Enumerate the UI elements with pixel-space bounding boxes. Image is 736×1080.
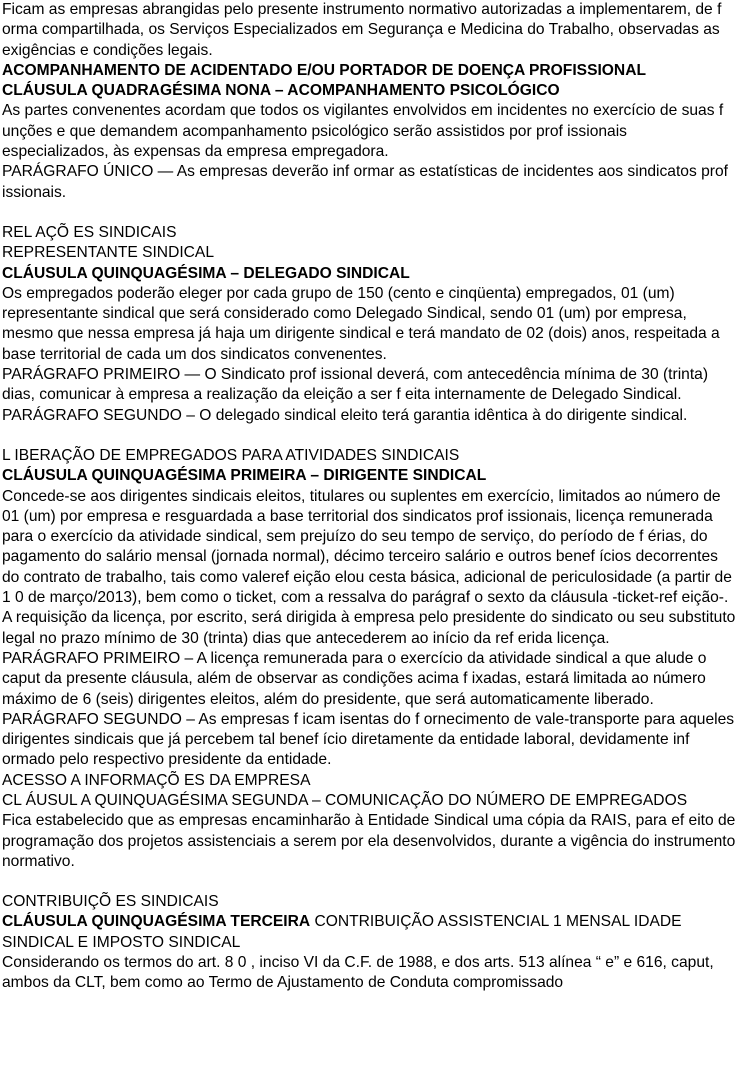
clause-49-body: As partes convenentes acordam que todos os vigilantes envolvidos em incidentes no exercício de suas f unções e que demandem acompanhamento psicológico serão assistidos por prof issionais especializados, às expensas da empresa empregadora. xyxy=(2,102,724,161)
clause-52-body: Fica estabelecido que as empresas encaminharão à Entidade Sindical uma cópia da RAIS, para ef eito de programação dos projetos assistenciais a serem por ela desenvolvidos, durante a vigência do instrumento normativo. xyxy=(2,812,736,870)
section-title-acesso-informacoes: ACESSO A INFORMAÇÕ ES DA EMPRESA xyxy=(2,771,311,789)
intro-paragraph: Ficam as empresas abrangidas pelo presente instrumento normativo autorizadas a implementarem, de f orma compartilhada, os Serviços Especializados em Segurança e Medicina do Trabalho, observadas as exigências e condições legais. xyxy=(2,1,722,59)
spacer xyxy=(2,872,736,892)
section-title-liberacao: L IBERAÇÃO DE EMPREGADOS PARA ATIVIDADES SINDICAIS xyxy=(2,446,460,464)
clause-49-paragrafo-unico: PARÁGRAFO ÚNICO — As empresas deverão inf ormar as estatísticas de incidentes aos sindicatos prof issionais. xyxy=(2,163,728,201)
clause-49-title: CLÁUSULA QUADRAGÉSIMA NONA – ACOMPANHAMENTO PSICOLÓGICO xyxy=(2,82,560,100)
clause-53-title-bold: CLÁUSULA QUINQUAGÉSIMA TERCEIRA xyxy=(2,913,311,931)
clause-51-paragrafo-segundo: PARÁGRAFO SEGUNDO – As empresas f icam isentas do f ornecimento de vale-transporte para aqueles dirigentes sindicais que já percebem tal benef ício diretamente da entidade laboral, devidamente inf ormado pelo respectivo presidente da entidade. xyxy=(2,710,735,769)
spacer xyxy=(2,426,736,446)
clause-51-body: Concede-se aos dirigentes sindicais eleitos, titulares ou suplentes em exercício, limitados ao número de 01 (um) por empresa e resguardada a base territorial dos sindicatos prof issionais, licença remunerada para o exercício da atividade sindical, sem prejuízo do seu tempo de serviço, do período de f érias, do pagamento do salário mensal (jornada normal), décimo terceiro salário e outros benef ícios decorrentes do contrato de trabalho, tais como valeref eição elou cesta básica, adicional de periculosidade (a partir de 1 0 de março/2013), bem como o ticket, com a ressalva do parágraf o sexto da cláusula -ticket-ref eição-. A requisição da licença, por escrito, será dirigida à empresa pelo presidente do sindicato ou seu substituto legal no prazo mínimo de 30 (trinta) dias que antecederem ao início da ref erida licença. xyxy=(2,487,736,647)
section-title-contribuicoes: CONTRIBUIÇÕ ES SINDICAIS xyxy=(2,893,219,911)
spacer xyxy=(2,203,736,223)
section-title-relacoes-sindicais: REL AÇÕ ES SINDICAIS xyxy=(2,223,177,241)
section-title-acompanhamento: ACOMPANHAMENTO DE ACIDENTADO E/OU PORTADOR DE DOENÇA PROFISSIONAL xyxy=(2,61,646,79)
subsection-representante-sindical: REPRESENTANTE SINDICAL xyxy=(2,244,214,262)
clause-50-paragrafo-primeiro: PARÁGRAFO PRIMEIRO — O Sindicato prof issional deverá, com antecedência mínima de 30 (trinta) dias, comunicar à empresa a realização da eleição a ser f eita internamente de Delegado Sindical. xyxy=(2,366,709,404)
clause-53-title xyxy=(2,912,736,953)
clause-53-body: Considerando os termos do art. 8 0 , inciso VI da C.F. de 1988, e dos arts. 513 alínea “ e” e 616, caput, ambos da CLT, bem como ao Termo de Ajustamento de Conduta compromissado xyxy=(2,954,714,992)
clause-50-title: CLÁUSULA QUINQUAGÉSIMA – DELEGADO SINDICAL xyxy=(2,264,410,282)
clause-53-title-rest: CONTRIBUIÇÃO ASSISTENCIAL 1 MENSAL IDADE SINDICAL E IMPOSTO SINDICAL xyxy=(2,913,682,951)
clause-51-title: CLÁUSULA QUINQUAGÉSIMA PRIMEIRA – DIRIGENTE SINDICAL xyxy=(2,467,487,485)
clause-52-title: CL ÁUSUL A QUINQUAGÉSIMA SEGUNDA – COMUNICAÇÃO DO NÚMERO DE EMPREGADOS xyxy=(2,791,688,809)
clause-50-body: Os empregados poderão eleger por cada grupo de 150 (cento e cinqüenta) empregados, 01 (um) representante sindical que será considerado como Delegado Sindical, sendo 01 (um) por empresa, mesmo que nessa empresa já haja um dirigente sindical e terá mandato de 02 (dois) anos, respeitada a base territorial de cada um dos sindicatos convenentes. xyxy=(2,284,720,363)
clause-51-paragrafo-primeiro: PARÁGRAFO PRIMEIRO – A licença remunerada para o exercício da atividade sindical a que alude o caput da presente cláusula, além de observar as condições acima f ixadas, estará limitada ao número máximo de 6 (seis) dirigentes eleitos, além do presidente, que será automaticamente liberado. xyxy=(2,649,707,708)
clause-50-paragrafo-segundo: PARÁGRAFO SEGUNDO – O delegado sindical eleito terá garantia idêntica à do dirigente sindical. xyxy=(2,406,688,424)
